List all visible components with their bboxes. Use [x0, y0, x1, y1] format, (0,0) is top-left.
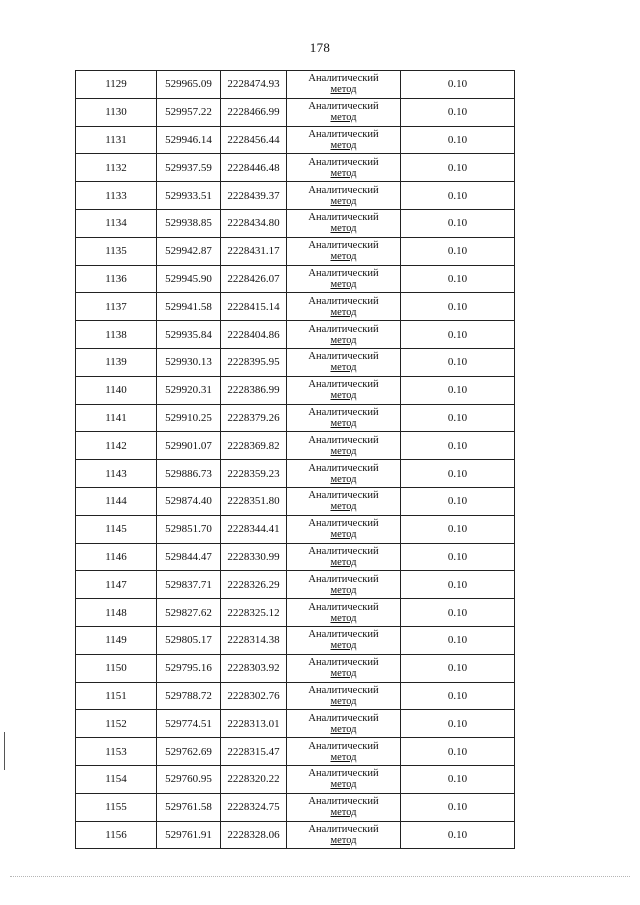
table-row — [76, 98, 515, 126]
x-coordinate-cell: 529844.47 — [157, 543, 221, 571]
coordinates-table — [75, 70, 515, 849]
y-coordinate-cell: 2228404.86 — [221, 321, 287, 349]
accuracy-cell: 0.10 — [401, 571, 515, 599]
point-number-cell: 1136 — [76, 265, 157, 293]
method-line2: метод — [330, 390, 357, 402]
method-cell — [287, 404, 401, 432]
y-coordinate-cell: 2228325.12 — [221, 599, 287, 627]
point-number-cell: 1149 — [76, 626, 157, 654]
method-line2: метод — [330, 529, 357, 541]
accuracy-cell: 0.10 — [401, 626, 515, 654]
accuracy-cell: 0.10 — [401, 765, 515, 793]
method-line1: Аналитический — [308, 295, 379, 307]
method-line2: метод — [330, 779, 357, 791]
method-line1: Аналитический — [308, 768, 379, 780]
method-line1: Аналитический — [308, 684, 379, 696]
method-line2: метод — [330, 139, 357, 151]
table-row — [76, 265, 515, 293]
accuracy-cell: 0.10 — [401, 126, 515, 154]
method-line1: Аналитический — [308, 573, 379, 585]
method-line2: метод — [330, 195, 357, 207]
table-row — [76, 237, 515, 265]
method-line1: Аналитический — [308, 518, 379, 530]
x-coordinate-cell: 529805.17 — [157, 626, 221, 654]
method-line1: Аналитический — [308, 823, 379, 835]
method-cell — [287, 293, 401, 321]
point-number-cell: 1137 — [76, 293, 157, 321]
method-line2: метод — [330, 362, 357, 374]
x-coordinate-cell: 529762.69 — [157, 738, 221, 766]
y-coordinate-cell: 2228446.48 — [221, 154, 287, 182]
y-coordinate-cell: 2228439.37 — [221, 182, 287, 210]
point-number-cell: 1156 — [76, 821, 157, 849]
point-number-cell: 1139 — [76, 348, 157, 376]
point-number-cell: 1134 — [76, 209, 157, 237]
method-cell — [287, 654, 401, 682]
method-line2: метод — [330, 84, 357, 96]
method-line2: метод — [330, 167, 357, 179]
accuracy-cell: 0.10 — [401, 321, 515, 349]
method-line1: Аналитический — [308, 657, 379, 669]
y-coordinate-cell: 2228431.17 — [221, 237, 287, 265]
method-line2: метод — [330, 278, 357, 290]
accuracy-cell: 0.10 — [401, 265, 515, 293]
point-number-cell: 1129 — [76, 71, 157, 99]
point-number-cell: 1151 — [76, 682, 157, 710]
x-coordinate-cell: 529910.25 — [157, 404, 221, 432]
method-cell — [287, 543, 401, 571]
method-cell — [287, 209, 401, 237]
accuracy-cell: 0.10 — [401, 182, 515, 210]
x-coordinate-cell: 529837.71 — [157, 571, 221, 599]
y-coordinate-cell: 2228474.93 — [221, 71, 287, 99]
x-coordinate-cell: 529788.72 — [157, 682, 221, 710]
method-cell — [287, 738, 401, 766]
table-row — [76, 682, 515, 710]
method-line1: Аналитический — [308, 379, 379, 391]
method-cell — [287, 348, 401, 376]
y-coordinate-cell: 2228328.06 — [221, 821, 287, 849]
x-coordinate-cell: 529941.58 — [157, 293, 221, 321]
accuracy-cell: 0.10 — [401, 543, 515, 571]
x-coordinate-cell: 529965.09 — [157, 71, 221, 99]
method-cell — [287, 710, 401, 738]
method-line2: метод — [330, 695, 357, 707]
y-coordinate-cell: 2228426.07 — [221, 265, 287, 293]
table-row — [76, 654, 515, 682]
method-line2: метод — [330, 640, 357, 652]
method-line2: метод — [330, 612, 357, 624]
y-coordinate-cell: 2228324.75 — [221, 793, 287, 821]
point-number-cell: 1145 — [76, 515, 157, 543]
accuracy-cell: 0.10 — [401, 209, 515, 237]
accuracy-cell: 0.10 — [401, 710, 515, 738]
scan-bottom-specks — [10, 876, 630, 878]
x-coordinate-cell: 529937.59 — [157, 154, 221, 182]
y-coordinate-cell: 2228395.95 — [221, 348, 287, 376]
point-number-cell: 1131 — [76, 126, 157, 154]
method-cell — [287, 71, 401, 99]
y-coordinate-cell: 2228330.99 — [221, 543, 287, 571]
method-cell — [287, 765, 401, 793]
accuracy-cell: 0.10 — [401, 654, 515, 682]
table-row — [76, 209, 515, 237]
method-cell — [287, 682, 401, 710]
method-line1: Аналитический — [308, 156, 379, 168]
y-coordinate-cell: 2228302.76 — [221, 682, 287, 710]
table-row — [76, 738, 515, 766]
method-cell — [287, 237, 401, 265]
y-coordinate-cell: 2228313.01 — [221, 710, 287, 738]
method-line2: метод — [330, 251, 357, 263]
method-line1: Аналитический — [308, 434, 379, 446]
method-cell — [287, 626, 401, 654]
table-row — [76, 515, 515, 543]
method-line1: Аналитический — [308, 267, 379, 279]
method-line1: Аналитический — [308, 545, 379, 557]
method-line2: метод — [330, 668, 357, 680]
x-coordinate-cell: 529938.85 — [157, 209, 221, 237]
y-coordinate-cell: 2228326.29 — [221, 571, 287, 599]
method-cell — [287, 821, 401, 849]
y-coordinate-cell: 2228303.92 — [221, 654, 287, 682]
x-coordinate-cell: 529957.22 — [157, 98, 221, 126]
method-cell — [287, 182, 401, 210]
x-coordinate-cell: 529920.31 — [157, 376, 221, 404]
y-coordinate-cell: 2228315.47 — [221, 738, 287, 766]
table-row — [76, 348, 515, 376]
point-number-cell: 1141 — [76, 404, 157, 432]
point-number-cell: 1155 — [76, 793, 157, 821]
x-coordinate-cell: 529901.07 — [157, 432, 221, 460]
table-row — [76, 487, 515, 515]
accuracy-cell: 0.10 — [401, 293, 515, 321]
x-coordinate-cell: 529946.14 — [157, 126, 221, 154]
accuracy-cell: 0.10 — [401, 237, 515, 265]
method-line2: метод — [330, 584, 357, 596]
table-row — [76, 626, 515, 654]
point-number-cell: 1143 — [76, 460, 157, 488]
method-line2: метод — [330, 834, 357, 846]
accuracy-cell: 0.10 — [401, 487, 515, 515]
method-cell — [287, 98, 401, 126]
method-cell — [287, 321, 401, 349]
y-coordinate-cell: 2228456.44 — [221, 126, 287, 154]
table-row — [76, 710, 515, 738]
x-coordinate-cell: 529935.84 — [157, 321, 221, 349]
method-line1: Аналитический — [308, 128, 379, 140]
method-line2: метод — [330, 723, 357, 735]
table-row — [76, 71, 515, 99]
x-coordinate-cell: 529942.87 — [157, 237, 221, 265]
table-row — [76, 293, 515, 321]
method-line2: метод — [330, 556, 357, 568]
point-number-cell: 1144 — [76, 487, 157, 515]
method-line2: метод — [330, 306, 357, 318]
method-line1: Аналитический — [308, 462, 379, 474]
method-cell — [287, 265, 401, 293]
point-number-cell: 1152 — [76, 710, 157, 738]
table-row — [76, 460, 515, 488]
x-coordinate-cell: 529851.70 — [157, 515, 221, 543]
x-coordinate-cell: 529930.13 — [157, 348, 221, 376]
y-coordinate-cell: 2228379.26 — [221, 404, 287, 432]
accuracy-cell: 0.10 — [401, 682, 515, 710]
table-row — [76, 404, 515, 432]
scan-edge-mark — [4, 732, 5, 770]
method-cell — [287, 515, 401, 543]
x-coordinate-cell: 529874.40 — [157, 487, 221, 515]
point-number-cell: 1138 — [76, 321, 157, 349]
x-coordinate-cell: 529774.51 — [157, 710, 221, 738]
method-cell — [287, 793, 401, 821]
method-cell — [287, 432, 401, 460]
method-line2: метод — [330, 807, 357, 819]
method-cell — [287, 599, 401, 627]
page-number: 178 — [309, 40, 331, 55]
method-line1: Аналитический — [308, 101, 379, 113]
method-cell — [287, 154, 401, 182]
accuracy-cell: 0.10 — [401, 404, 515, 432]
method-line2: метод — [330, 473, 357, 485]
table-row — [76, 321, 515, 349]
coordinates-table-body — [76, 71, 515, 849]
accuracy-cell: 0.10 — [401, 599, 515, 627]
y-coordinate-cell: 2228434.80 — [221, 209, 287, 237]
method-line1: Аналитический — [308, 712, 379, 724]
method-line1: Аналитический — [308, 212, 379, 224]
table-row — [76, 599, 515, 627]
method-cell — [287, 376, 401, 404]
y-coordinate-cell: 2228359.23 — [221, 460, 287, 488]
y-coordinate-cell: 2228320.22 — [221, 765, 287, 793]
table-row — [76, 182, 515, 210]
x-coordinate-cell: 529933.51 — [157, 182, 221, 210]
point-number-cell: 1147 — [76, 571, 157, 599]
y-coordinate-cell: 2228415.14 — [221, 293, 287, 321]
point-number-cell: 1135 — [76, 237, 157, 265]
point-number-cell: 1133 — [76, 182, 157, 210]
method-line2: метод — [330, 223, 357, 235]
y-coordinate-cell: 2228351.80 — [221, 487, 287, 515]
point-number-cell: 1150 — [76, 654, 157, 682]
x-coordinate-cell: 529945.90 — [157, 265, 221, 293]
method-line2: метод — [330, 417, 357, 429]
method-line1: Аналитический — [308, 601, 379, 613]
method-line1: Аналитический — [308, 629, 379, 641]
table-row — [76, 543, 515, 571]
method-line1: Аналитический — [308, 184, 379, 196]
method-line1: Аналитический — [308, 73, 379, 85]
x-coordinate-cell: 529761.58 — [157, 793, 221, 821]
x-coordinate-cell: 529761.91 — [157, 821, 221, 849]
point-number-cell: 1142 — [76, 432, 157, 460]
point-number-cell: 1132 — [76, 154, 157, 182]
accuracy-cell: 0.10 — [401, 432, 515, 460]
method-line1: Аналитический — [308, 323, 379, 335]
accuracy-cell: 0.10 — [401, 460, 515, 488]
table-row — [76, 376, 515, 404]
x-coordinate-cell: 529795.16 — [157, 654, 221, 682]
accuracy-cell: 0.10 — [401, 793, 515, 821]
y-coordinate-cell: 2228466.99 — [221, 98, 287, 126]
table-row — [76, 571, 515, 599]
accuracy-cell: 0.10 — [401, 515, 515, 543]
method-line2: метод — [330, 112, 357, 124]
accuracy-cell: 0.10 — [401, 376, 515, 404]
method-line2: метод — [330, 445, 357, 457]
table-row — [76, 793, 515, 821]
table-row — [76, 821, 515, 849]
point-number-cell: 1140 — [76, 376, 157, 404]
y-coordinate-cell: 2228386.99 — [221, 376, 287, 404]
method-line1: Аналитический — [308, 351, 379, 363]
point-number-cell: 1146 — [76, 543, 157, 571]
point-number-cell: 1154 — [76, 765, 157, 793]
table-row — [76, 126, 515, 154]
accuracy-cell: 0.10 — [401, 348, 515, 376]
x-coordinate-cell: 529760.95 — [157, 765, 221, 793]
method-cell — [287, 571, 401, 599]
accuracy-cell: 0.10 — [401, 98, 515, 126]
method-cell — [287, 126, 401, 154]
method-line1: Аналитический — [308, 740, 379, 752]
point-number-cell: 1148 — [76, 599, 157, 627]
accuracy-cell: 0.10 — [401, 71, 515, 99]
method-line1: Аналитический — [308, 406, 379, 418]
table-row — [76, 154, 515, 182]
point-number-cell: 1153 — [76, 738, 157, 766]
accuracy-cell: 0.10 — [401, 738, 515, 766]
method-cell — [287, 487, 401, 515]
y-coordinate-cell: 2228314.38 — [221, 626, 287, 654]
method-line1: Аналитический — [308, 796, 379, 808]
method-line2: метод — [330, 751, 357, 763]
y-coordinate-cell: 2228344.41 — [221, 515, 287, 543]
method-line1: Аналитический — [308, 240, 379, 252]
method-line2: метод — [330, 501, 357, 513]
point-number-cell: 1130 — [76, 98, 157, 126]
x-coordinate-cell: 529886.73 — [157, 460, 221, 488]
method-line1: Аналитический — [308, 490, 379, 502]
method-line2: метод — [330, 334, 357, 346]
table-row — [76, 765, 515, 793]
method-cell — [287, 460, 401, 488]
accuracy-cell: 0.10 — [401, 821, 515, 849]
table-row — [76, 432, 515, 460]
x-coordinate-cell: 529827.62 — [157, 599, 221, 627]
accuracy-cell: 0.10 — [401, 154, 515, 182]
y-coordinate-cell: 2228369.82 — [221, 432, 287, 460]
